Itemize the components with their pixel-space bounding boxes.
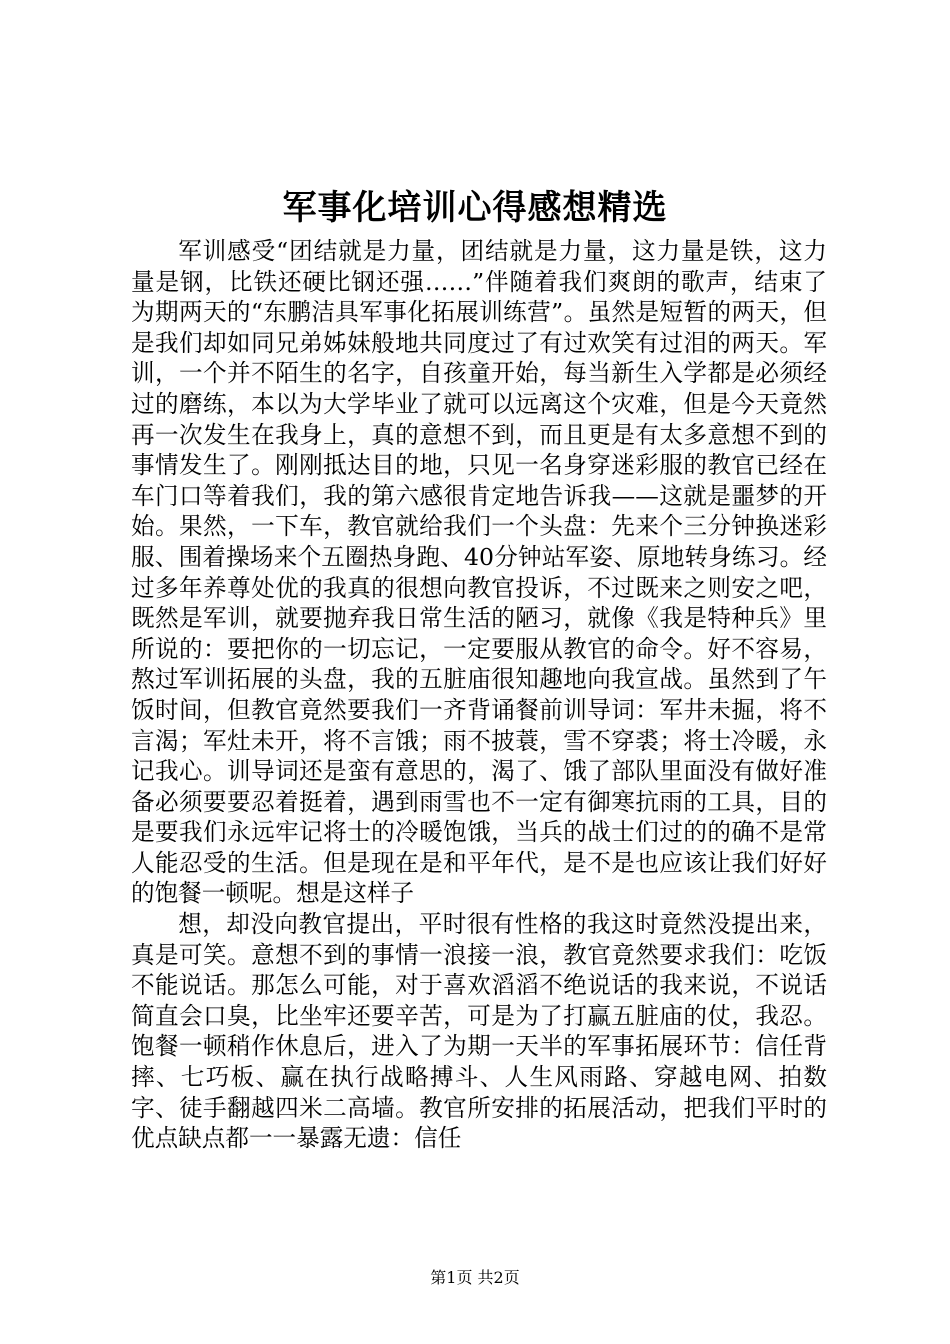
document-title: 军事化培训心得感想精选 <box>282 188 668 228</box>
paragraph-1: 军训感受“团结就是力量，团结就是力量，这力量是铁，这力量是钢，比铁还硬比钢还强……”伴随着我们爽朗的歌声，结束了为期两天的“东鹏洁具军事化拓展训练营”。虽然是短暂的两天，但是我们却如同兄弟姊妹般地共同度过了有过欢笑有过泪的两天。军训，一个并不陌生的名字，自孩童开始，每当新生入学都是必须经过的磨练，本以为大学毕业了就可以远离这个灾难，但是今天竟然再一次发生在我身上，真的意想不到，而且更是有太多意想不到的事情发生了。刚刚抵达目的地，只见一名身穿迷彩服的教官已经在车门口等着我们，我的第六感很肯定地告诉我——这就是噩梦的开始。果然，一下车，教官就给我们一个头盘：先来个三分钟换迷彩服、围着操场来个五圈热身跑、40分钟站军姿、原地转身练习。经过多年养尊处优的我真的很想向教官投诉，不过既来之则安之吧，既然是军训，就要抛弃我日常生活的陋习，就像《我是特种兵》里所说的：要把你的一切忘记，一定要服从教官的命令。好不容易，熬过军训拓展的头盘，我的五脏庙很知趣地向我宣战。虽然到了午饭时间，但教官竟然要我们一齐背诵餐前训导词：军井未掘，将不言渴；军灶未开，将不言饿；雨不披蓑，雪不穿裘；将士冷暖，永记我心。训导词还是蛮有意思的，渴了、饿了部队里面没有做好准备必须要要忍着挺着，遇到雨雪也不一定有御寒抗雨的工具，目的是要我们永远牢记将士的冷暖饱饿，当兵的战士们过的的确不是常人能忍受的生活。但是现在是和平年代，是不是也应该让我们好好的饱餐一顿呢。想是这样子 <box>131 237 827 908</box>
document-body <box>131 236 827 1154</box>
page-footer: 第1页 共2页 <box>430 1268 520 1287</box>
paragraph-2: 想，却没向教官提出，平时很有性格的我这时竟然没提出来，真是可笑。意想不到的事情一浪接一浪，教官竟然要求我们：吃饭不能说话。那怎么可能，对于喜欢滔滔不绝说话的我来说，不说话简直会口臭，比坐牢还要辛苦，可是为了打赢五脏庙的仗，我忍。饱餐一顿稍作休息后，进入了为期一天半的军事拓展环节：信任背摔、七巧板、赢在执行战略搏斗、人生风雨路、穿越电网、拍数字、徒手翻越四米二高墙。教官所安排的拓展活动，把我们平时的优点缺点都一一暴露无遗：信任 <box>131 910 827 1153</box>
